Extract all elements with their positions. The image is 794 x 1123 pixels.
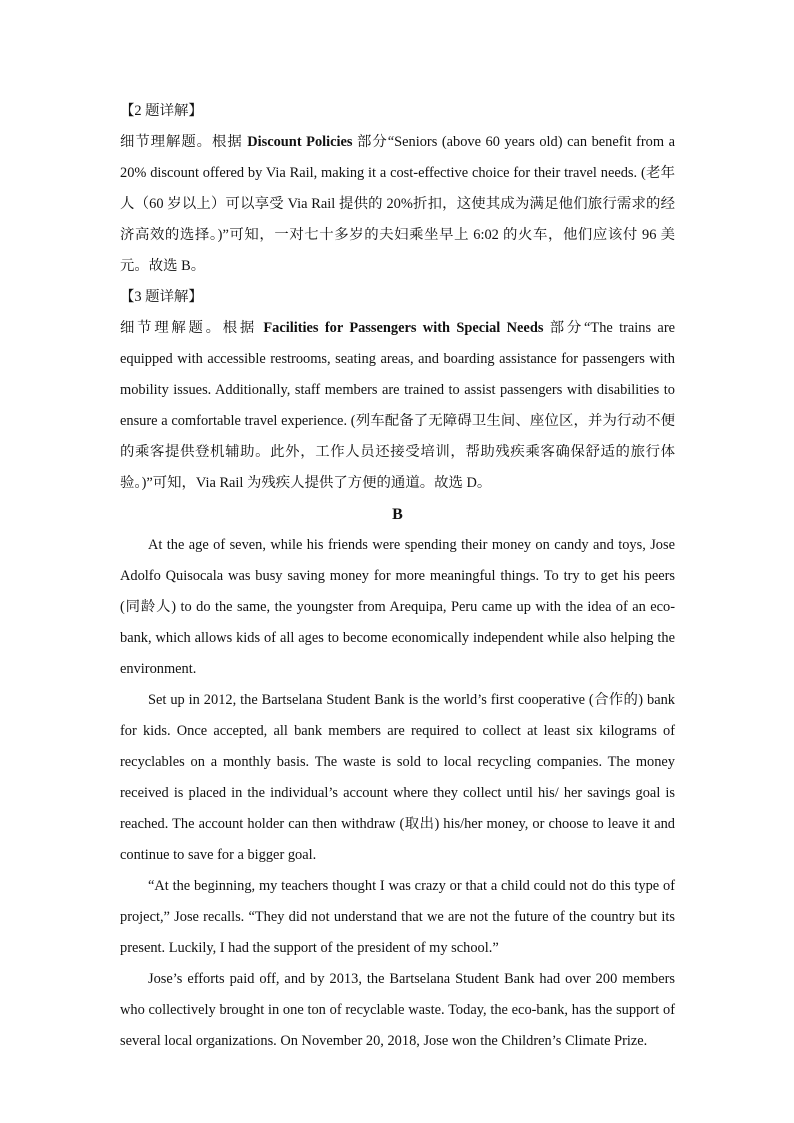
passage-b-label: B: [392, 506, 403, 523]
document-page: [120, 96, 675, 1057]
q2-heading: 【2 题详解】: [120, 103, 203, 119]
q3-explanation: [120, 313, 675, 499]
passage-paragraph: Jose’s efforts paid off, and by 2013, the Bartselana Student Bank had over 200 members who collectively brought in one ton of recyclable waste. Today, the eco-bank, has the support of several local organizations. On November 20, 2018, Jose won the Children’s Climate Prize.: [120, 971, 675, 1049]
q3-heading: 【3 题详解】: [120, 289, 203, 305]
q3-intro: 细节理解题。根据: [120, 320, 264, 336]
q2-explanation: [120, 127, 675, 282]
passage-paragraph: Set up in 2012, the Bartselana Student Bank is the world’s first cooperative (合作的) bank for kids. Once accepted, all bank members are required to collect at least six kilograms of recyclables on a monthly basis. The waste is sold to local recycling companies. The money received is placed in the individual’s account where they collect until his/ her savings goal is reached. The account holder can then withdraw (取出) his/her money, or choose to leave it and continue to save for a bigger goal.: [120, 692, 675, 863]
q2-intro: 细节理解题。根据: [120, 134, 248, 150]
q2-body: 部分“Seniors (above 60 years old) can benefit from a 20% discount offered by Via Rail, making it a cost-effective choice for their travel needs. (老年人（60 岁以上）可以享受 Via Rail 提供的 20%折扣，这使其成为满足他们旅行需求的经济高效的选择。)”可知，一对七十多岁的夫妇乘坐早上 6:02 的火车，他们应该付 96 美元。故选 B。: [120, 134, 676, 274]
passage-paragraph: “At the beginning, my teachers thought I was crazy or that a child could not do this type of project,” Jose recalls. “They did not understand that we are not the future of the country but its present. Luckily, I had the support of the president of my school.”: [120, 878, 675, 956]
q3-section-name: Facilities for Passengers with Special Needs: [263, 320, 544, 336]
passage-paragraph: At the age of seven, while his friends were spending their money on candy and toys, Jose Adolfo Quisocala was busy saving money for more meaningful things. To try to get his peers (同龄人) to do the same, the youngster from Arequipa, Peru came up with the idea of an eco-bank, which allows kids of all ages to become economically independent while also helping the environment.: [120, 537, 675, 677]
q2-section-name: Discount Policies: [247, 134, 353, 150]
q3-body: 部分“The trains are equipped with accessible restrooms, seating areas, and boarding assistance for passengers with mobility issues. Additionally, staff members are trained to assist passengers with disabilities to ensure a comfortable travel experience. (列车配备了无障碍卫生间、座位区，并为行动不便的乘客提供登机辅助。此外，工作人员还接受培训，帮助残疾乘客确保舒适的旅行体验。)”可知，Via Rail 为残疾人提供了方便的通道。故选 D。: [120, 320, 675, 491]
